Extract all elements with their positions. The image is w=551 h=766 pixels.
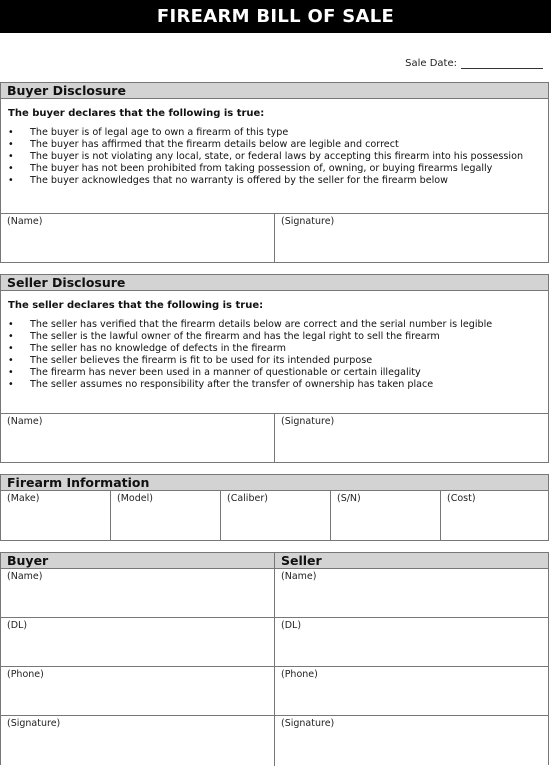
buyer-disclosure-section — [0, 82, 549, 263]
seller-signature-field[interactable] — [275, 716, 548, 766]
buyer-disclosure-header: Buyer Disclosure — [1, 83, 548, 99]
firearm-information-header: Firearm Information — [1, 475, 548, 491]
firearm-caliber-field[interactable] — [221, 491, 331, 540]
buyer-disclosure-signature-field[interactable] — [275, 214, 548, 262]
seller-name-field[interactable] — [275, 569, 548, 617]
list-item: • The firearm has never been used in a manner of questionable or certain illegality — [1, 367, 548, 379]
buyer-header: Buyer — [1, 553, 275, 568]
buyer-declares-text: The buyer declares that the following is true: — [8, 108, 265, 119]
table-row — [1, 666, 548, 715]
list-item: • The seller is the lawful owner of the firearm and has the legal right to sell the firearm — [1, 331, 548, 343]
buyer-phone-field[interactable] — [1, 667, 275, 715]
seller-disclosure-section — [0, 274, 549, 463]
firearm-information-row — [1, 491, 548, 540]
field-label: (Name) — [7, 571, 43, 582]
sale-date-field[interactable] — [405, 58, 543, 69]
field-label: (S/N) — [337, 493, 361, 504]
seller-declarations-list — [1, 319, 548, 391]
field-label: (Make) — [7, 493, 40, 504]
seller-phone-field[interactable] — [275, 667, 548, 715]
field-label: (DL) — [7, 620, 28, 631]
buyer-declarations-list — [1, 127, 548, 187]
field-label: (Signature) — [281, 416, 335, 427]
firearm-cost-field[interactable] — [441, 491, 548, 540]
firearm-serial-number-field[interactable] — [331, 491, 441, 540]
buyer-seller-section — [0, 552, 549, 765]
field-label: (Signature) — [281, 718, 335, 729]
buyer-disclosure-name-field[interactable] — [1, 214, 275, 262]
list-item: • The buyer has affirmed that the firearm details below are legible and correct — [1, 139, 548, 151]
list-item: • The buyer is of legal age to own a firearm of this type — [1, 127, 548, 139]
list-item: • The seller has no knowledge of defects in the firearm — [1, 343, 548, 355]
list-item: • The buyer is not violating any local, state, or federal laws by accepting this firearm into his possession — [1, 151, 548, 163]
field-label: (DL) — [281, 620, 302, 631]
field-label: (Signature) — [7, 718, 61, 729]
page-title: FIREARM BILL OF SALE — [0, 0, 551, 33]
table-row — [1, 715, 548, 766]
firearm-make-field[interactable] — [1, 491, 111, 540]
list-item: • The buyer acknowledges that no warranty is offered by the seller for the firearm below — [1, 175, 548, 187]
table-row — [1, 569, 548, 617]
field-label: (Name) — [7, 416, 43, 427]
seller-disclosure-name-field[interactable] — [1, 414, 275, 462]
field-label: (Caliber) — [227, 493, 268, 504]
field-label: (Name) — [281, 571, 317, 582]
list-item: • The seller assumes no responsibility after the transfer of ownership has taken place — [1, 379, 548, 391]
seller-dl-field[interactable] — [275, 618, 548, 666]
buyer-name-field[interactable] — [1, 569, 275, 617]
list-item: • The seller has verified that the firearm details below are correct and the serial number is legible — [1, 319, 548, 331]
field-label: (Name) — [7, 216, 43, 227]
seller-disclosure-header: Seller Disclosure — [1, 275, 548, 291]
seller-disclosure-signature-field[interactable] — [275, 414, 548, 462]
buyer-disclosure-signature-row — [1, 213, 548, 262]
seller-header: Seller — [281, 553, 322, 568]
table-row — [1, 617, 548, 666]
sale-date-label: Sale Date: — [405, 58, 457, 69]
field-label: (Model) — [117, 493, 153, 504]
sale-date-line[interactable] — [461, 58, 543, 69]
seller-declares-text: The seller declares that the following is true: — [8, 300, 264, 311]
firearm-information-section — [0, 474, 549, 541]
field-label: (Signature) — [281, 216, 335, 227]
seller-disclosure-signature-row — [1, 413, 548, 462]
field-label: (Cost) — [447, 493, 476, 504]
list-item: • The seller believes the firearm is fit to be used for its intended purpose — [1, 355, 548, 367]
buyer-seller-rows — [1, 569, 548, 766]
field-label: (Phone) — [281, 669, 318, 680]
list-item: • The buyer has not been prohibited from taking possession of, owning, or buying firearms legally — [1, 163, 548, 175]
field-label: (Phone) — [7, 669, 44, 680]
buyer-signature-field[interactable] — [1, 716, 275, 766]
buyer-seller-header — [1, 553, 548, 569]
firearm-model-field[interactable] — [111, 491, 221, 540]
buyer-dl-field[interactable] — [1, 618, 275, 666]
